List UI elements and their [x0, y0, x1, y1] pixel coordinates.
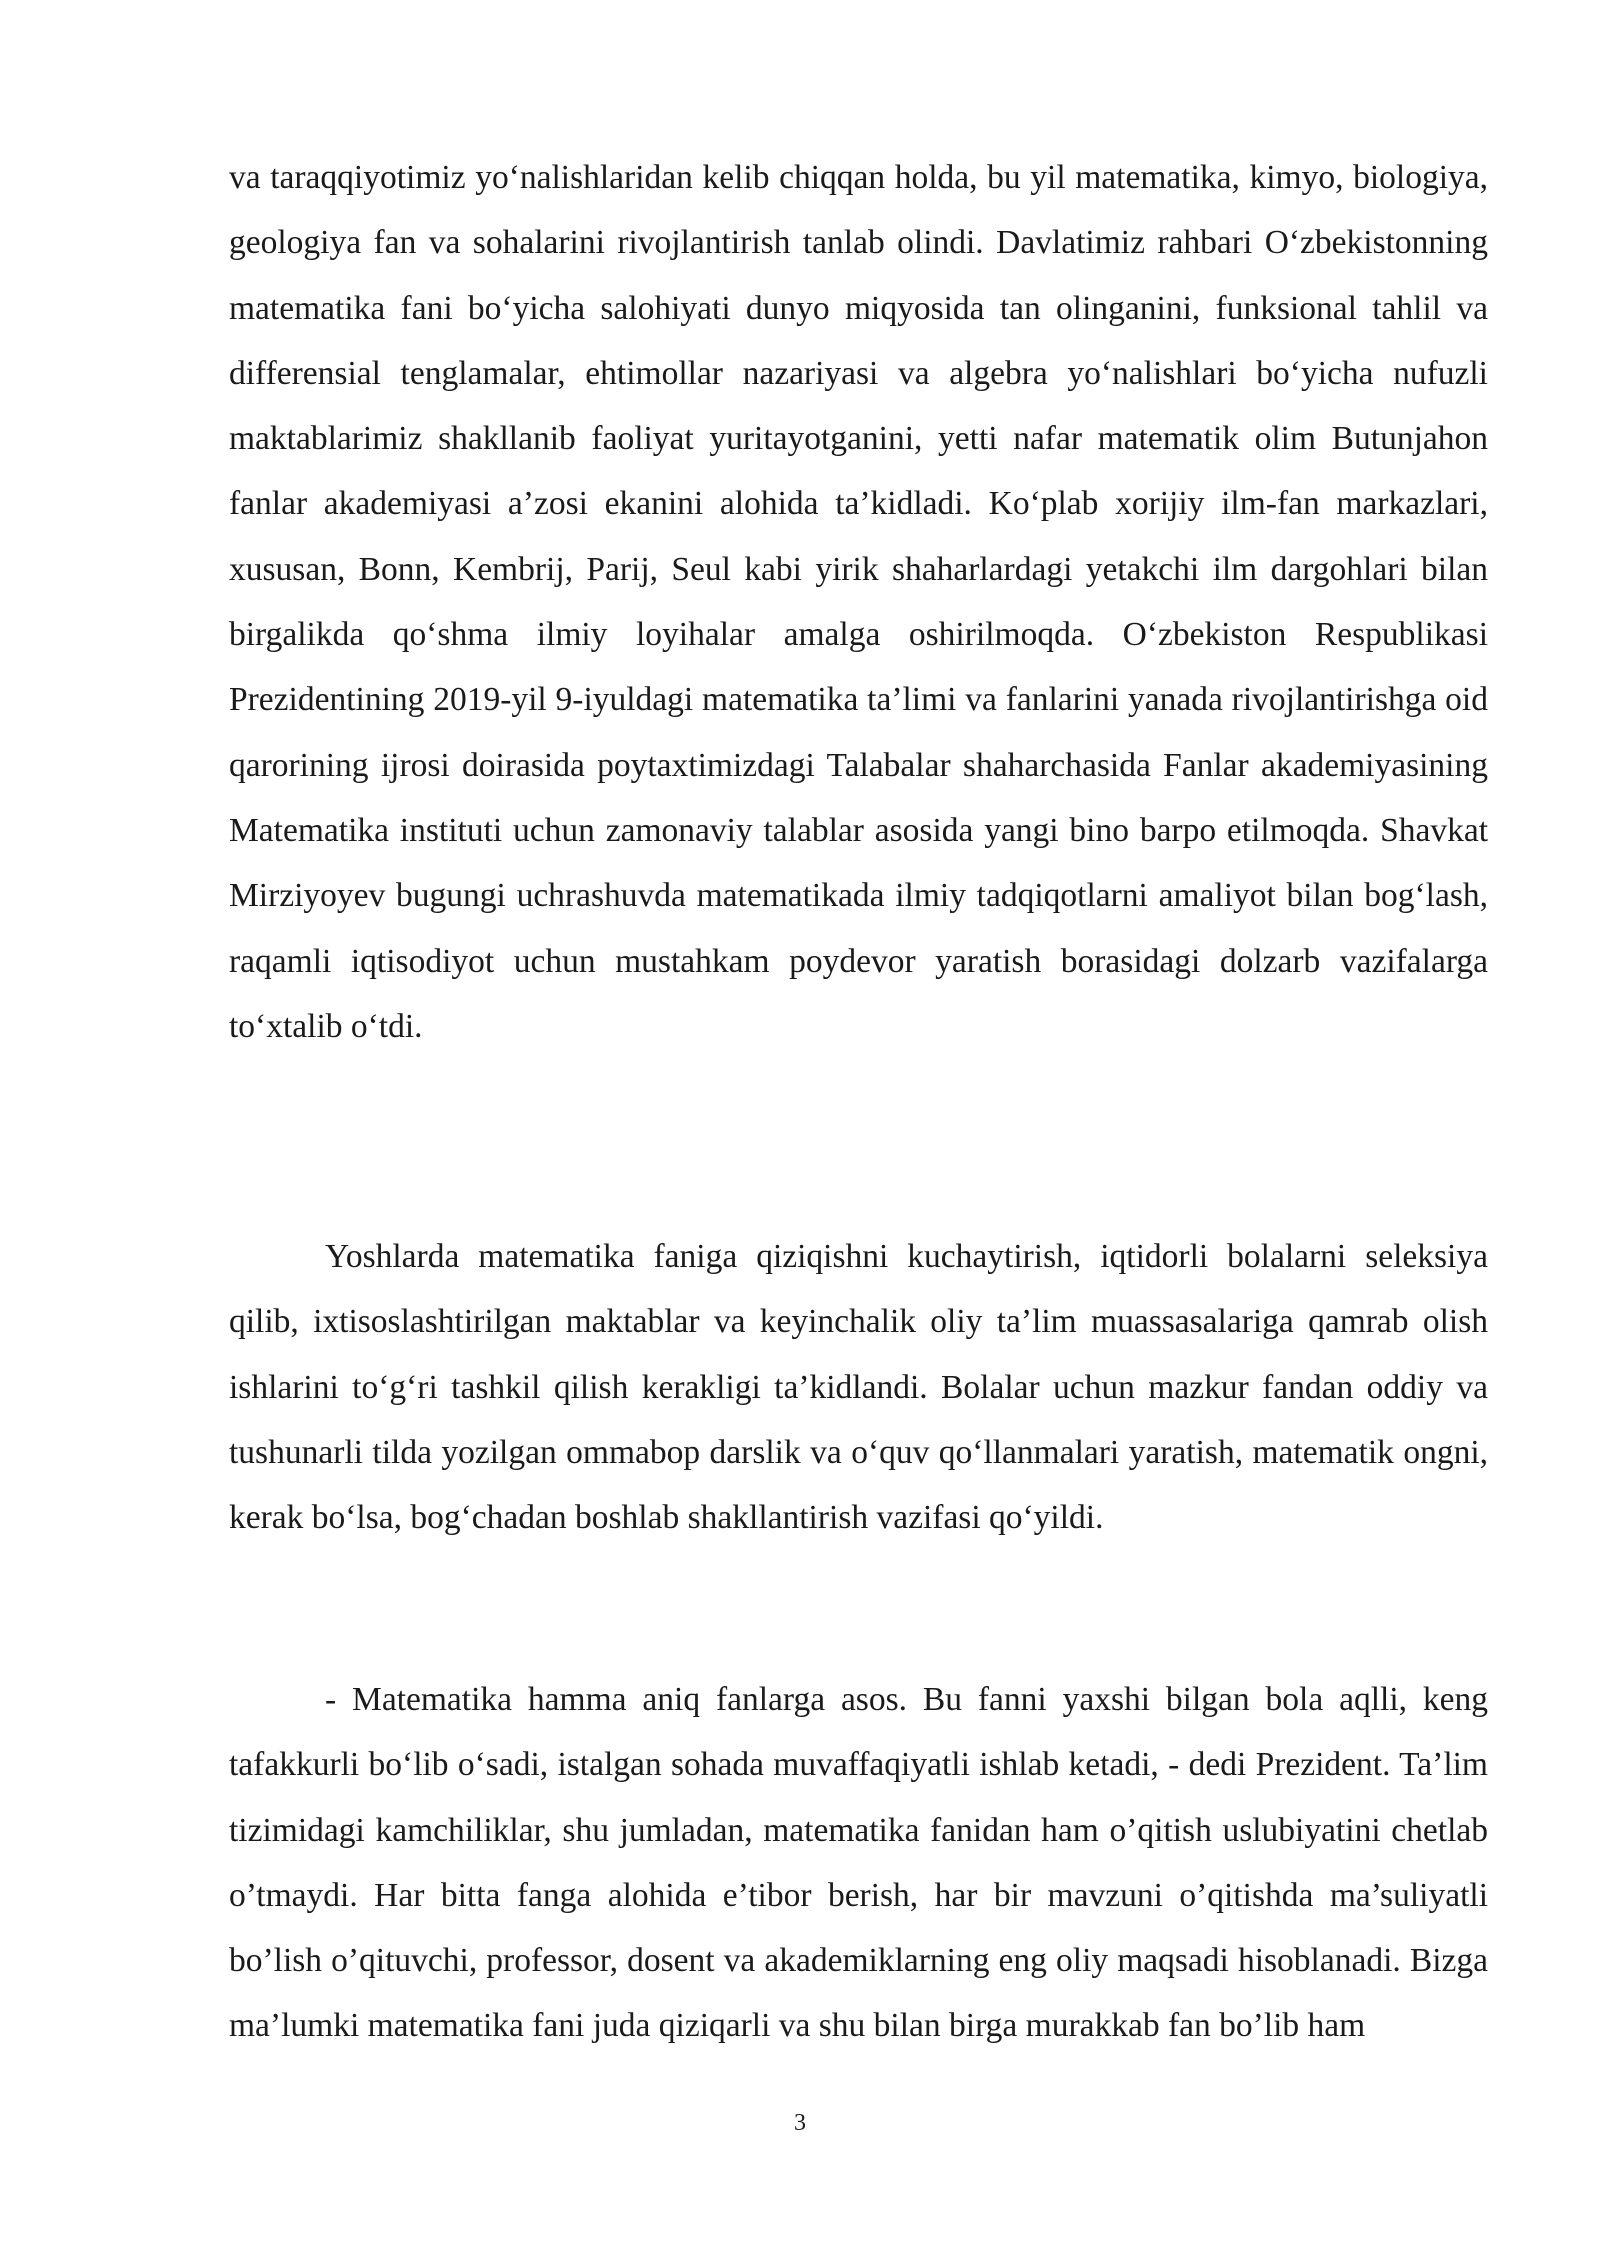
- body-text-block-1: [229, 145, 1488, 1059]
- body-text-block-2: [229, 1224, 1488, 1550]
- paragraph-1: va taraqqiyotimiz yo‘nalishlaridan kelib chiqqan holda, bu yil matematika, kimyo, biologiya, geologiya fan va sohalarini rivojlantirish tanlab olindi. Davlatimiz rahbari O‘zbekistonning matematika fani bo‘yicha salohiyati dunyo miqyosida tan olinganini, funksional tahlil va differensial tenglamalar, ehtimollar nazariyasi va algebra yo‘nalishlari bo‘yicha nufuzli maktablarimiz shakllanib faoliyat yuritayotganini, yetti nafar matematik olim Butunjahon fanlar akademiyasi a’zosi ekanini alohida ta’kidladi. Ko‘plab xorijiy ilm-fan markazlari, xususan, Bonn, Kembrij, Parij, Seul kabi yirik shaharlardagi yetakchi ilm dargohlari bilan birgalikda qo‘shma ilmiy loyihalar amalga oshirilmoqda. O‘zbekiston Respublikasi Prezidentining 2019-yil 9-iyuldagi matematika ta’limi va fanlarini yanada rivojlantirishga oid qarorining ijrosi doirasida poytaxtimizdagi Talabalar shaharchasida Fanlar akademiyasining Matematika instituti uchun zamonaviy talablar asosida yangi bino barpo etilmoqda. Shavkat Mirziyoyev bugungi uchrashuvda matematikada ilmiy tadqiqotlarni amaliyot bilan bog‘lash, raqamli iqtisodiyot uchun mustahkam poydevor yaratish borasidagi dolzarb vazifalarga to‘xtalib o‘tdi.: [229, 159, 1488, 1045]
- paragraph-3: - Matematika hamma aniq fanlarga asos. Bu fanni yaxshi bilgan bola aqlli, keng tafakkurli bo‘lib o‘sadi, istalgan sohada muvaffaqiyatli ishlab ketadi, - dedi Prezident. Ta’lim tizimidagi kamchiliklar, shu jumladan, matematika fanidan ham o’qitish uslubiyatini chetlab o’tmaydi. Har bitta fanga alohida e’tibor berish, har bir mavzuni o’qitishda ma’suliyatli bo’lish o’qituvchi, professor, dosent va akademiklarning eng oliy maqsadi hisoblanadi. Bizga ma’lumki matematika fani juda qiziqarli va shu bilan birga murakkab fan bo’lib ham: [229, 1681, 1488, 2045]
- paragraph-2: Yoshlarda matematika faniga qiziqishni kuchaytirish, iqtidorli bolalarni seleksiya qilib, ixtisoslashtirilgan maktablar va keyinchalik oliy ta’lim muassasalariga qamrab olish ishlarini to‘g‘ri tashkil qilish kerakligi ta’kidlandi. Bolalar uchun mazkur fandan oddiy va tushunarli tilda yozilgan ommabop darslik va o‘quv qo‘llanmalari yaratish, matematik ongni, kerak bo‘lsa, bog‘chadan boshlab shakllantirish vazifasi qo‘yildi.: [229, 1238, 1488, 1537]
- page-number: 3: [794, 2110, 806, 2136]
- body-text-block-3: [229, 1667, 1488, 2059]
